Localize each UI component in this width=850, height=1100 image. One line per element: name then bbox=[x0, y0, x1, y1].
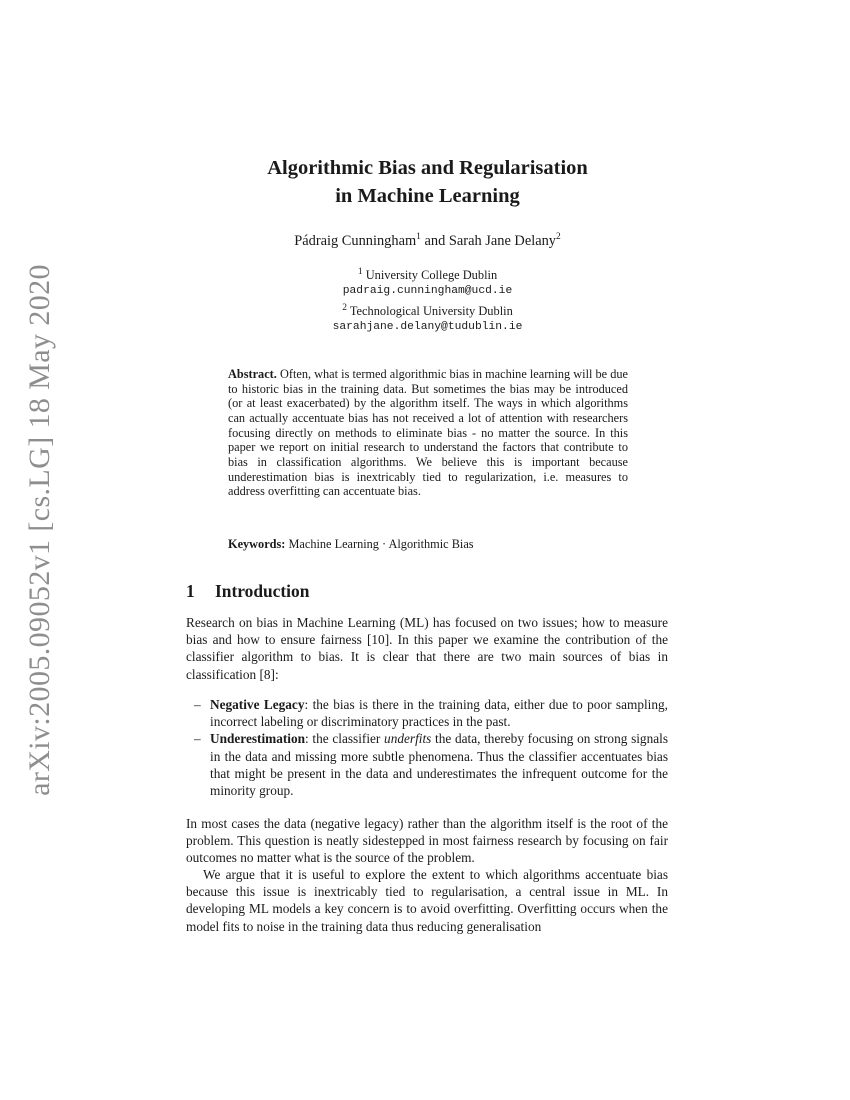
arxiv-stamp bbox=[0, 0, 66, 1100]
arxiv-stamp-text: arXiv:2005.09052v1 [cs.LG] 18 May 2020 bbox=[23, 264, 56, 796]
affiliation-institution: Technological University Dublin bbox=[349, 303, 513, 318]
list-item-term: Underestimation bbox=[210, 731, 306, 747]
bias-source-list bbox=[186, 696, 668, 799]
section-number: 1 bbox=[186, 581, 195, 601]
abstract-text: Often, what is termed algorithmic bias in machine learning will be due to historic bias in the training data. But sometimes the bias may be introduced (or at least exacerbated) by the algorithm itself. The ways in which algorithms can actually accentuate bias has not received a lot of attention with researchers focusing directly on methods to eliminate bias - no matter the source. In this paper we report on initial research to understand the factors that contribute to bias in classification algorithms. We believe this is important because underestimation bias is inextricably tied to regularization, i.e. measures to address overfitting can accentuate bias. bbox=[228, 367, 628, 499]
title-line-1: Algorithmic Bias and Regularisation bbox=[267, 157, 588, 179]
author-separator: and bbox=[424, 232, 446, 249]
list-dash: – bbox=[194, 731, 201, 747]
affiliation-2 bbox=[185, 300, 670, 319]
author-name: Sarah Jane Delany bbox=[448, 232, 556, 249]
author-list bbox=[185, 232, 670, 250]
list-item bbox=[186, 730, 668, 799]
author-mark: 2 bbox=[556, 232, 561, 242]
list-item-emphasis: underfits bbox=[384, 731, 432, 747]
affiliation-1 bbox=[185, 264, 670, 283]
list-item-pre: : the classifier bbox=[305, 731, 385, 747]
intro-paragraph: Research on bias in Machine Learning (ML) has focused on two issues; how to measure bias and how to ensure fairness [10]. In this paper we examine the contribution of the classifier algorithm to bias. It is clear that there are two main sources of bias in classification [8]: bbox=[186, 615, 668, 682]
keywords-text: Machine Learning · Algorithmic Bias bbox=[288, 537, 474, 551]
author-name: Pádraig Cunningham bbox=[294, 232, 417, 249]
keywords-label: Keywords: bbox=[228, 537, 286, 551]
affiliation-mark: 2 bbox=[342, 302, 347, 313]
paragraph-3: We argue that it is useful to explore the extent to which algorithms accentuate bias because this issue is inextricably tied to regularisation, a central issue in ML. In developing ML models a key concern is to avoid overfitting. Overfitting occurs when the model fits to noise in the training data thus reducing generalisation bbox=[186, 867, 668, 934]
affiliation-email[interactable]: sarahjane.delany@tudublin.ie bbox=[332, 321, 523, 334]
title-line-2: in Machine Learning bbox=[335, 185, 520, 207]
list-item-text: : the bias is there in the training data, either due to poor sampling, incorrect labeling or discriminatory practices in the past. bbox=[210, 697, 668, 730]
paper-title bbox=[185, 154, 670, 210]
section-heading bbox=[186, 581, 309, 602]
affiliation-mark: 1 bbox=[357, 267, 363, 277]
abstract-label: Abstract. bbox=[228, 367, 277, 381]
paragraph-2: In most cases the data (negative legacy) rather than the algorithm itself is the root of the problem. This question is neatly sidestepped in most fairness research by focusing on fair outcomes no matter what is the source of the problem. bbox=[186, 816, 668, 866]
affiliation-email[interactable]: padraig.cunningham@ucd.ie bbox=[342, 285, 513, 298]
list-dash: – bbox=[194, 697, 201, 712]
list-item-text: the data, thereby focusing on strong signals in the data and missing more subtle phenomena. Thus the classifier accentuates bias that might be present in the data and underestimates the infrequent outcome for the minority group. bbox=[210, 731, 669, 799]
section-title: Introduction bbox=[215, 581, 310, 601]
keywords bbox=[228, 537, 628, 552]
affiliation-institution: University College Dublin bbox=[365, 268, 498, 283]
author-mark: 1 bbox=[416, 232, 421, 242]
affiliations bbox=[185, 264, 670, 335]
list-item bbox=[186, 696, 668, 730]
list-item-term: Negative Legacy bbox=[210, 697, 305, 712]
abstract bbox=[228, 367, 628, 499]
